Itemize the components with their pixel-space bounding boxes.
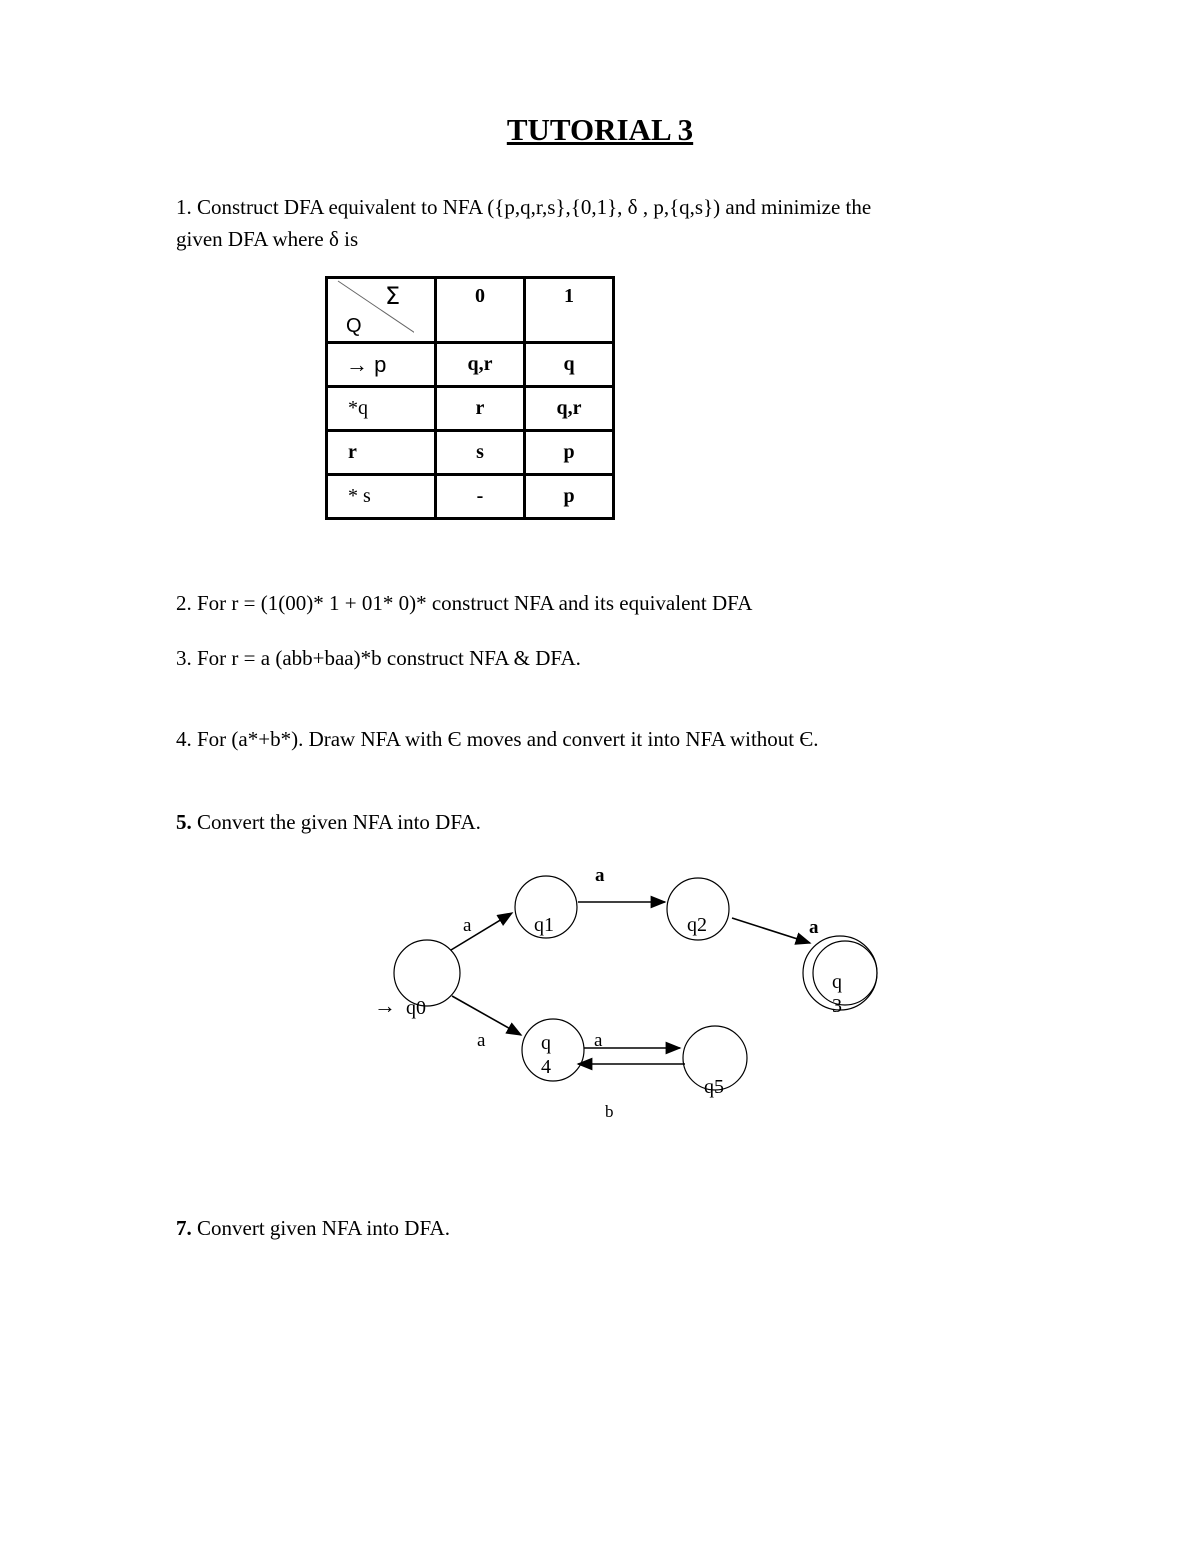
state-cell: *q (327, 387, 436, 431)
table-row (327, 475, 614, 519)
transition-cell: q,r (436, 343, 525, 387)
table-row (327, 343, 614, 387)
state-q1-label: q1 (534, 914, 554, 936)
question-1-line-2: given DFA where δ is (176, 227, 359, 251)
edge-label-q4-q5: a (594, 1030, 603, 1051)
transition-table (325, 276, 615, 520)
transition-cell: p (525, 475, 614, 519)
question-7 (176, 1216, 450, 1241)
state-q0-circle (394, 940, 460, 1006)
table-corner-cell (327, 278, 436, 343)
question-5-number: 5. (176, 810, 192, 834)
table-row (327, 387, 614, 431)
state-q4-label-top: q (541, 1032, 551, 1054)
nfa-diagram (360, 855, 900, 1135)
table-row (327, 431, 614, 475)
state-q3-inner-circle (813, 941, 877, 1005)
corner-diagonal (328, 279, 414, 341)
edge-label-q5-q4: b (605, 1102, 614, 1121)
transition-cell: q,r (525, 387, 614, 431)
state-q3-label-top: q (832, 971, 842, 993)
table-header-row (327, 278, 614, 343)
state-q4-circle (522, 1019, 584, 1081)
state-q2-label: q2 (687, 914, 707, 936)
question-3: 3. For r = a (abb+baa)*b construct NFA & DFA. (176, 646, 581, 670)
question-7-number: 7. (176, 1216, 192, 1240)
state-q3-label-bottom: 3 (832, 995, 842, 1017)
edge-q0-q4 (452, 996, 521, 1035)
start-arrow: → (374, 993, 396, 1018)
edge-label-q0-q4: a (477, 1030, 486, 1051)
question-7-text: Convert given NFA into DFA. (191, 1216, 450, 1240)
question-2: 2. For r = (1(00)* 1 + 01* 0)* construct NFA and its equivalent DFA (176, 591, 753, 615)
state-cell: * s (327, 475, 436, 519)
transition-cell: - (436, 475, 525, 519)
state-cell: r (327, 431, 436, 475)
edge-label-q0-q1: a (463, 915, 472, 936)
edge-q0-q1 (451, 913, 512, 950)
edge-label-q1-q2: a (595, 865, 605, 886)
states-symbol: Q (346, 315, 362, 337)
edge-q2-q3 (732, 918, 810, 943)
state-q0-label: q0 (406, 997, 426, 1019)
state-cell: → p (327, 343, 436, 387)
edge-label-q2-q3: a (809, 917, 819, 938)
question-5-text: Convert the given NFA into DFA. (191, 810, 481, 834)
page-title: TUTORIAL 3 (506, 112, 694, 147)
transition-cell: p (525, 431, 614, 475)
column-header-1: 1 (525, 278, 614, 343)
question-4: 4. For (a*+b*). Draw NFA with Є moves and convert it into NFA without Є. (176, 727, 819, 751)
transition-cell: s (436, 431, 525, 475)
transition-cell: r (436, 387, 525, 431)
sigma-symbol: Σ (385, 282, 401, 310)
transition-cell: q (525, 343, 614, 387)
state-q4-label-bottom: 4 (541, 1056, 551, 1078)
column-header-0: 0 (436, 278, 525, 343)
question-5 (176, 810, 481, 835)
state-q5-label: q5 (704, 1076, 724, 1098)
question-1-line-1: 1. Construct DFA equivalent to NFA ({p,q,r,s},{0,1}, δ , p,{q,s}) and minimize the (176, 195, 872, 219)
